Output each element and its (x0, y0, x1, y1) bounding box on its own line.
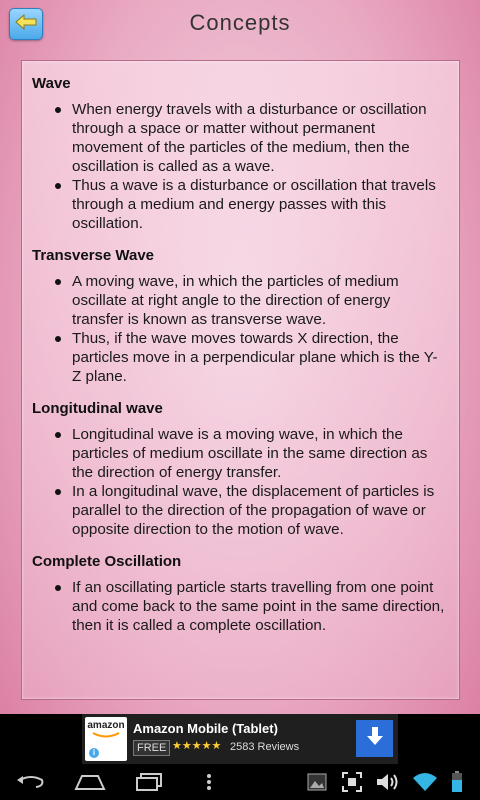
bullet-item: If an oscillating particle starts travelling from one point and come back to the same point in the same direction, then it is called a complete oscillation. (22, 578, 459, 635)
ad-title: Amazon Mobile (Tablet) (133, 721, 278, 736)
app-header (0, 0, 480, 50)
review-count: 2583 Reviews (230, 741, 300, 753)
concept-section (22, 233, 459, 386)
concept-section (22, 61, 459, 233)
ad-content[interactable] (82, 714, 398, 764)
section-title: Complete Oscillation (32, 553, 182, 570)
rating-stars: ★★★★★ (172, 740, 222, 752)
bullet-item: A moving wave, in which the particles of medium oscillate at right angle to the direction of energy transfer is known as transverse wave. (22, 272, 459, 329)
ad-download-button[interactable] (356, 720, 393, 757)
bullet-item: Longitudinal wave is a moving wave, in which the particles of medium oscillate in the same direction as the direction of energy transfer. (22, 425, 459, 482)
concepts-card (21, 60, 460, 700)
back-nav-icon[interactable] (16, 770, 46, 794)
system-navbar (0, 764, 480, 800)
home-icon[interactable] (74, 770, 106, 794)
wifi-icon (412, 770, 438, 794)
screenshot-icon (341, 770, 363, 794)
concepts-content (22, 61, 459, 635)
ad-banner[interactable] (0, 714, 480, 764)
bullet-item: When energy travels with a disturbance or oscillation through a space or matter without permanent movement of the particles of the medium, then the oscillation is called as a wave. (22, 100, 459, 176)
amazon-logo: amazon i (85, 717, 127, 761)
section-title: Longitudinal wave (32, 400, 163, 417)
page-title: Concepts (189, 10, 291, 35)
section-title: Wave (32, 75, 71, 92)
concept-section (22, 386, 459, 539)
section-title: Transverse Wave (32, 247, 155, 264)
bullet-item: Thus, if the wave moves towards X direction, the particles move in a perpendicular plane which is the Y-Z plane. (22, 329, 459, 386)
menu-dots-icon[interactable] (203, 770, 215, 794)
info-icon[interactable]: i (89, 748, 99, 758)
free-badge: FREE (133, 740, 170, 756)
bullet-list (22, 272, 459, 386)
battery-icon (450, 770, 464, 794)
bullet-list (22, 578, 459, 635)
bullet-item: In a longitudinal wave, the displacement of particles is parallel to the direction of the propagation of wave or opposite direction to the motion of wave. (22, 482, 459, 539)
bullet-item: Thus a wave is a disturbance or oscillation that travels through a medium and energy passes with this oscillation. (22, 176, 459, 233)
concept-section (22, 539, 459, 635)
bullet-list (22, 425, 459, 539)
download-arrow-icon (366, 726, 384, 751)
volume-icon (376, 770, 402, 794)
recent-apps-icon[interactable] (135, 770, 165, 794)
gallery-icon (306, 770, 328, 794)
bullet-list (22, 100, 459, 233)
